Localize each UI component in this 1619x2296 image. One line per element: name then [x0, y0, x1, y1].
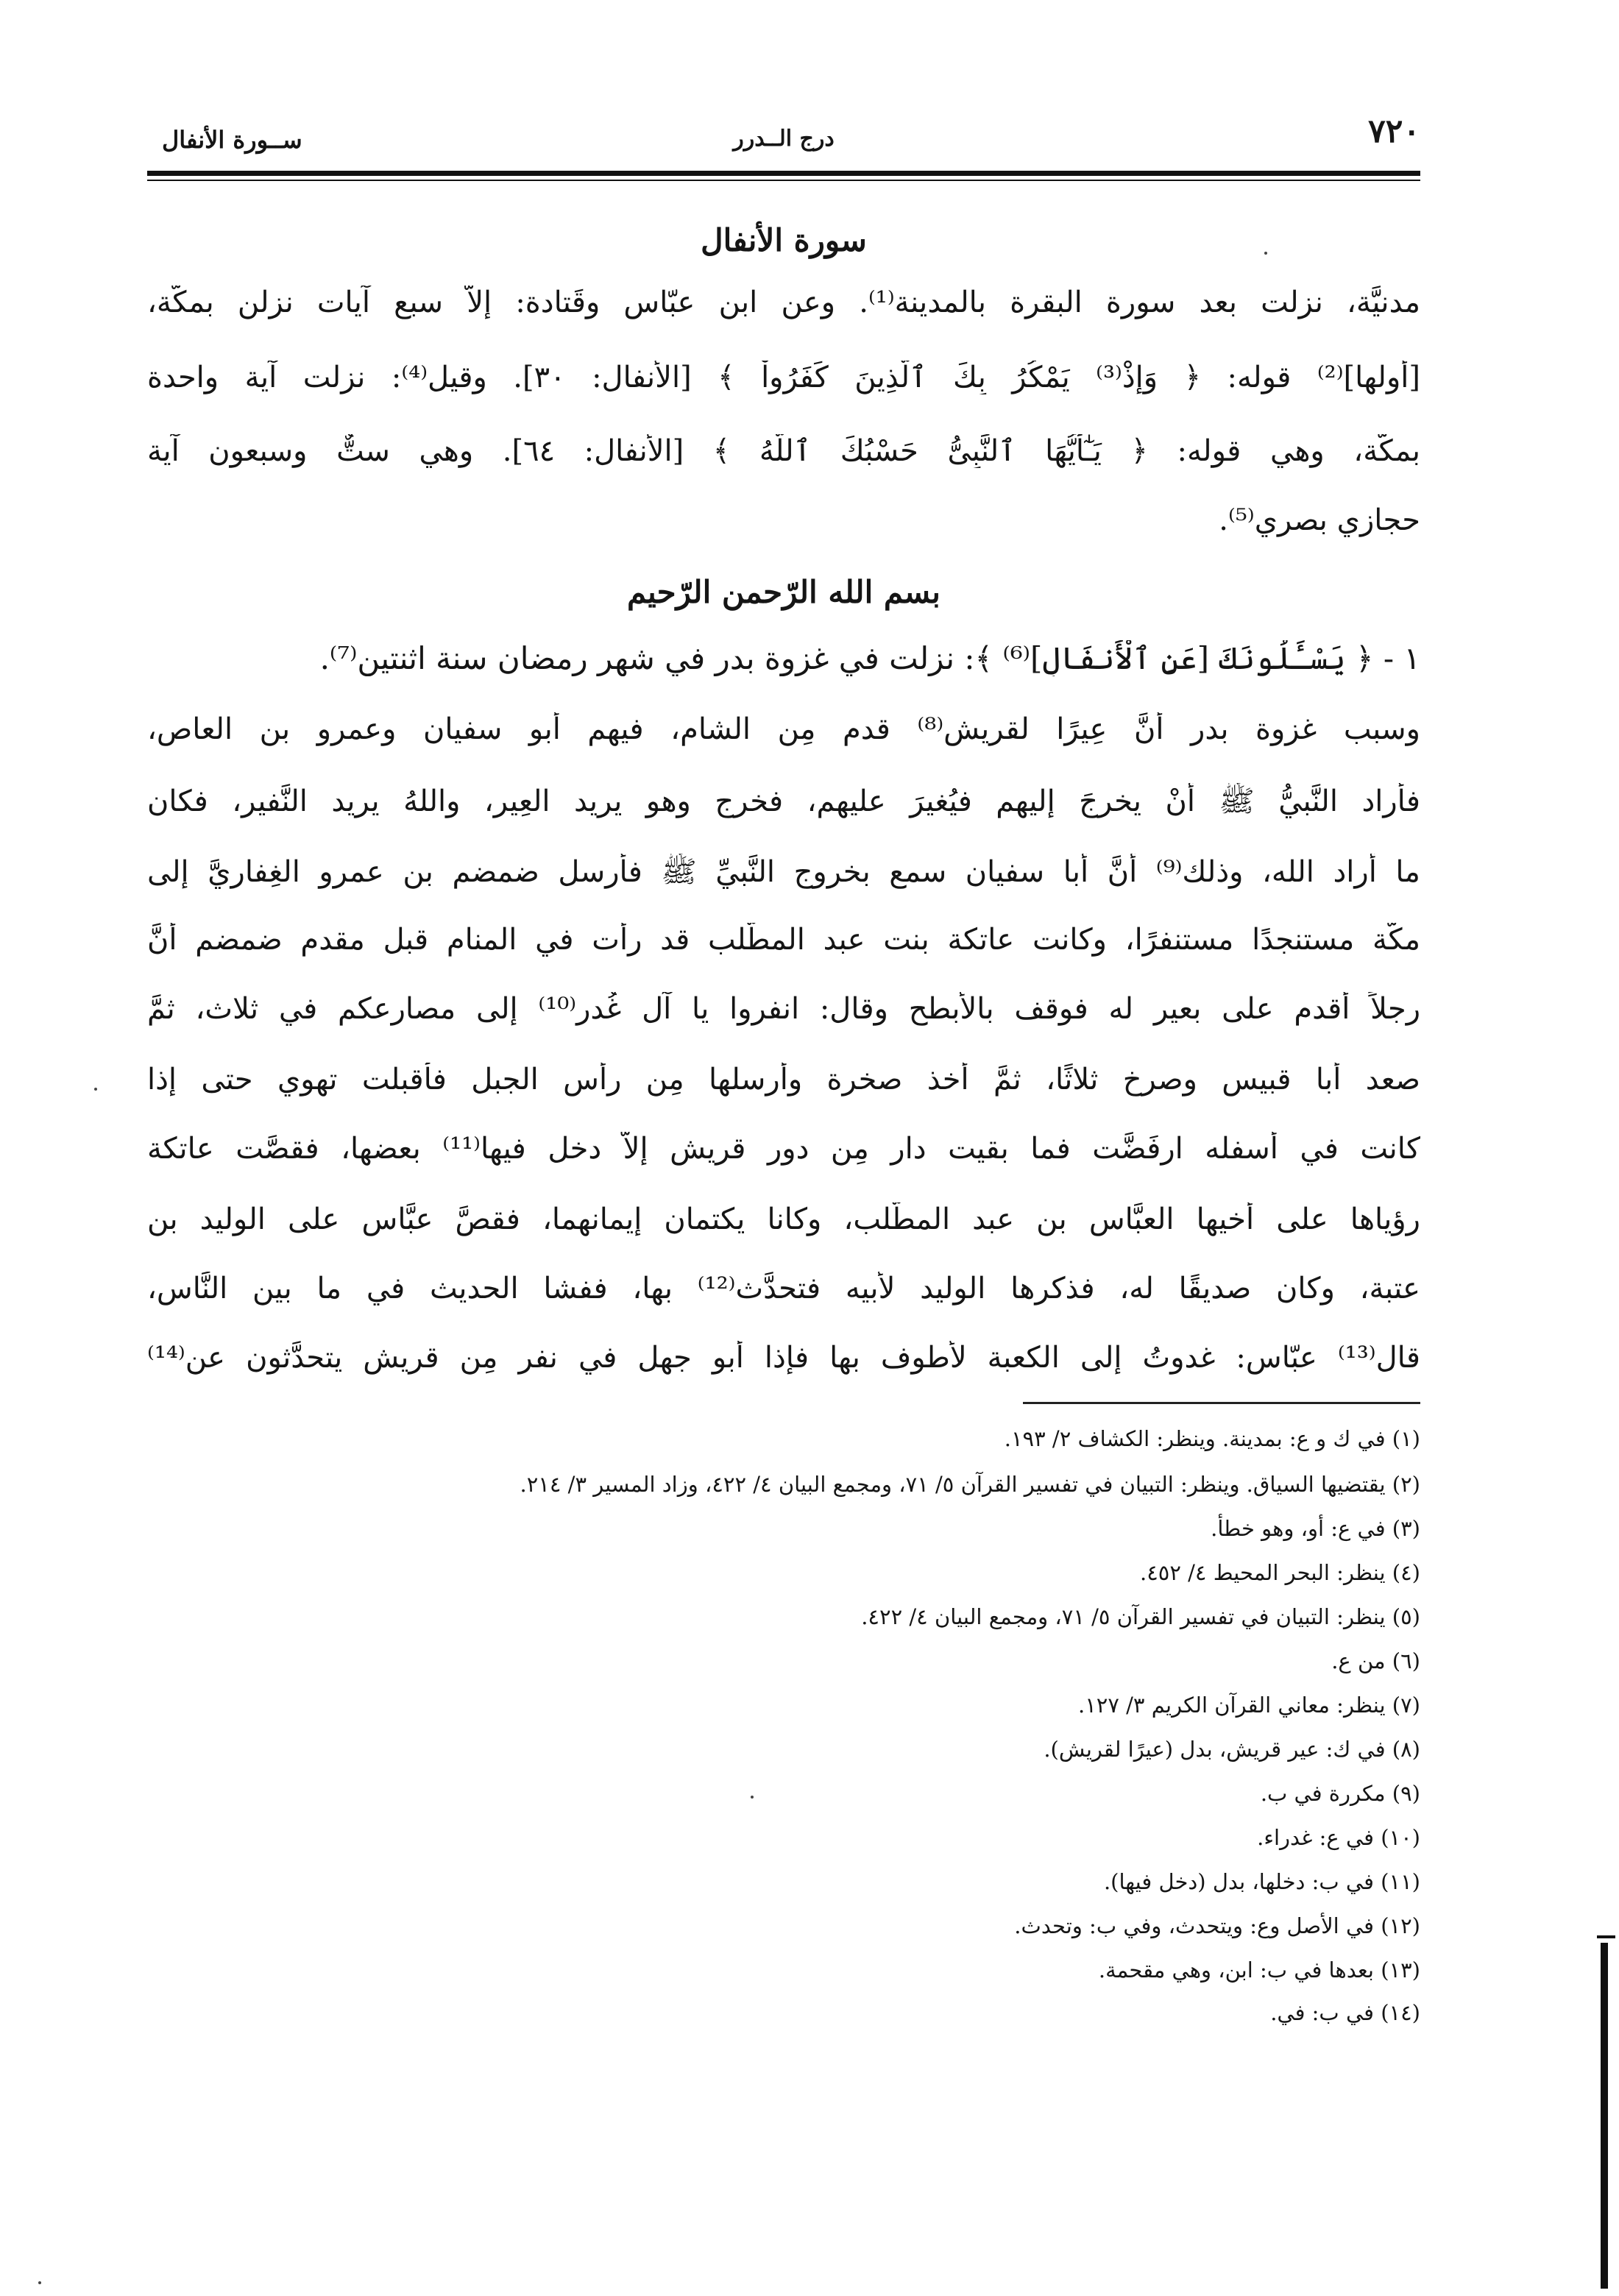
footnote: (٥) ينظر: التبيان في تفسير القرآن ٥/ ٧١، ومجمع البيان ٤/ ٤٢٢.	[861, 1604, 1420, 1629]
footnote: (٦) من ع.	[1331, 1648, 1420, 1673]
body-line: فأراد النَّبيُّ ﷺ أنْ يخرجَ إليهم فيُغيرَ عليهم، فخرج وهو يريد العِير، واللهُ يريد النَّفير، فكان	[147, 784, 1420, 818]
body-line: عتبة، وكان صديقًا له، فذكرها الوليد لأبيه فتحدَّث⁽¹²⁾ بها، ففشا الحديث في ما بين النَّاس،	[147, 1272, 1420, 1305]
footnote: (١٣) بعدها في ب: ابن، وهي مقحمة.	[1098, 1957, 1420, 1983]
footnote: (١٤) في ب: في.	[1270, 2000, 1420, 2025]
intro-line: بمكّة، وهي قوله: ﴿ يَـٰٓأَيُّهَا ٱلنَّبِىُّ حَسْبُكَ ٱللَّهُ ﴾ [الأنفال: ٦٤]. وهي ستٌّ وسبعون آية	[147, 434, 1420, 468]
intro-line: حجازي بصري⁽⁵⁾.	[1219, 503, 1420, 537]
body-line: مكّة مستنجدًا مستنفرًا، وكانت عاتكة بنت عبد المطَّلب قد رأت في المنام قبل مقدم ضمضم أنَّ	[147, 923, 1420, 957]
scan-edge-bar	[1601, 1943, 1608, 2289]
body-line: كانت في أسفله ارفَضَّت فما بقيت دار مِن دور قريش إلاّ دخل فيها⁽¹¹⁾ بعضها، فقصَّت عاتكة	[147, 1132, 1420, 1166]
scan-edge-mark	[1597, 1935, 1615, 1938]
intro-line: [أولها]⁽²⁾ قوله: ﴿ وَإِذْ⁽³⁾ يَمْكُرُ بِكَ ٱلَّذِينَ كَفَرُواْ ﴾ [الأنفال: ٣٠]. وقيل⁽⁴⁾: نزلت آية واحدة	[147, 361, 1420, 394]
footnote: (١) في ك و ع: بمدينة. وينظر: الكشاف ٢/ ١٩٣.	[1004, 1426, 1420, 1451]
header-rule-thick	[147, 171, 1420, 176]
intro-line: مدنيَّة، نزلت بعد سورة البقرة بالمدينة⁽¹⁾. وعن ابن عبّاس وقَتادة: إلاّ سبع آيات نزلن بمكّة،	[147, 286, 1420, 319]
body-line: ما أراد الله، وذلك⁽⁹⁾ أنَّ أبا سفيان سمع بخروج النَّبيِّ ﷺ فأرسل ضمضم بن عمرو الغِفاريَّ إلى	[147, 855, 1420, 889]
footnote: (٢) يقتضيها السياق. وينظر: التبيان في تفسير القرآن ٥/ ٧١، ومجمع البيان ٤/ ٤٢٢، وزاد المسير ٣/ ٢١٤.	[520, 1472, 1420, 1497]
verse-line: ١ - ﴿ يَسْـَٔلُونَكَ [عَنِ ٱلْأَنفَالِ]⁽⁶⁾ ﴾: نزلت في غزوة بدر في شهر رمضان سنة اثنتين⁽⁷⁾.	[319, 640, 1420, 676]
body-line: وسبب غزوة بدر أنَّ عِيرًا لقريش⁽⁸⁾ قدم مِن الشام، فيهم أبو سفيان وعمرو بن العاص،	[147, 712, 1420, 746]
footnote: (٨) في ك: عير قريش، بدل (عيرًا لقريش).	[1044, 1737, 1420, 1762]
page-number: ٧٢٠	[1368, 113, 1420, 150]
scan-speck	[751, 1796, 754, 1799]
footnote: (١٢) في الأصل وع: ويتحدث، وفي ب: وتحدث.	[1014, 1913, 1420, 1938]
footnote: (٤) ينظر: البحر المحيط ٤/ ٤٥٢.	[1139, 1560, 1420, 1585]
footnote: (٩) مكررة في ب.	[1260, 1781, 1420, 1806]
running-header	[147, 107, 1420, 173]
body-line: قال⁽¹³⁾ عبّاس: غدوتُ إلى الكعبة لأطوف بها فإذا أبو جهل في نفر مِن قريش يتحدَّثون عن⁽¹⁴⁾	[147, 1341, 1420, 1375]
header-rule-thin	[147, 180, 1420, 181]
body-line: صعد أبا قبيس وصرخ ثلاثًا، ثمَّ أخذ صخرة وأرسلها مِن رأس الجبل فأقبلت تهوي حتى إذا	[147, 1063, 1420, 1096]
surah-name: ســورة الأنفال	[162, 126, 302, 154]
body-line: رؤياها على أخيها العبَّاس بن عبد المطَّلب، وكانا يكتمان إيمانهما، فقصَّ عبَّاس على الوليد بن	[147, 1202, 1420, 1236]
footnote-separator	[1023, 1402, 1420, 1404]
body-line: رجلاً أقدم على بعير له فوقف بالأبطح وقال: انفروا يا آل غُدر⁽¹⁰⁾ إلى مصارعكم في ثلاث، ثمَّ	[147, 992, 1420, 1026]
book-title: درج الــدرر	[733, 126, 835, 152]
scan-speck	[94, 1088, 97, 1091]
footnote: (٧) ينظر: معاني القرآن الكريم ٣/ ١٢٧.	[1077, 1693, 1420, 1718]
scan-speck	[38, 2281, 41, 2284]
basmala: بسم الله الرّحمن الرّحيم	[627, 574, 940, 610]
chapter-title: سورة الأنفال	[701, 222, 867, 258]
footnote: (١٠) في ع: غدراء.	[1257, 1825, 1420, 1850]
footnote: (١١) في ب: دخلها، بدل (دخل فيها).	[1103, 1869, 1420, 1894]
scan-speck	[1264, 252, 1267, 255]
footnote: (٣) في ع: أو، وهو خطأ.	[1211, 1516, 1420, 1541]
